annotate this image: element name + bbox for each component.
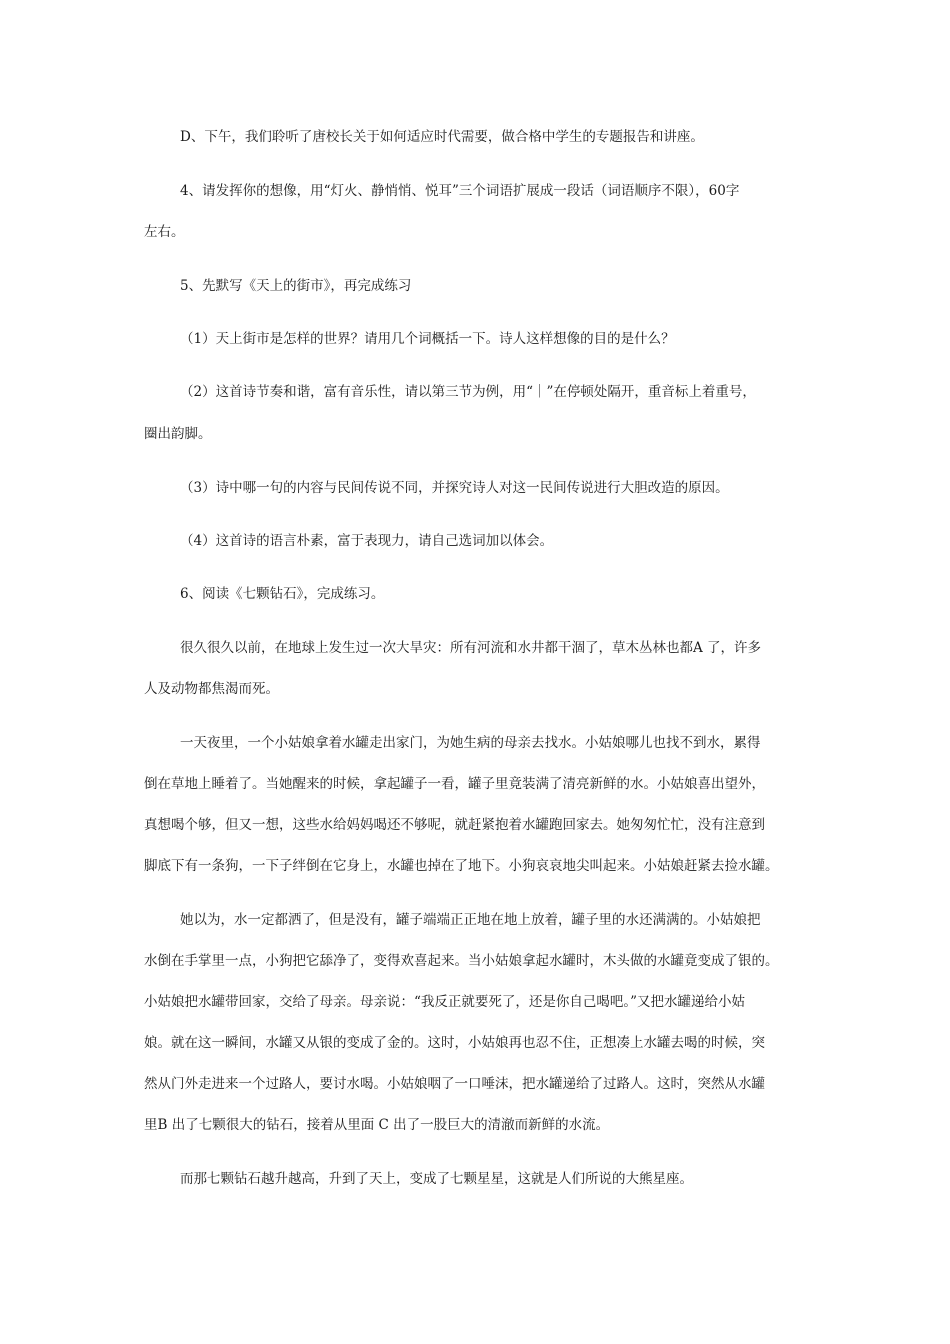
passage-paragraph-2-line-3: 真想喝个够，但又一想，这些水给妈妈喝还不够呢，就赶紧抱着水罐跑回家去。她匆匆忙忙，没有注意到 <box>144 817 765 833</box>
passage-paragraph-4-line-1: 而那七颗钻石越升越高，升到了天上，变成了七颗星星，这就是人们所说的大熊星座。 <box>180 1171 693 1187</box>
question-5-item-3: （3）诗中哪一句的内容与民间传说不同，并探究诗人对这一民间传说进行大胆改造的原因。 <box>180 480 729 496</box>
question-4-text-continued: 左右。 <box>144 224 185 240</box>
passage-paragraph-3-line-4: 娘。就在这一瞬间，水罐又从银的变成了金的。这时，小姑娘再也忍不住，正想凑上水罐去喝的时候，突 <box>144 1035 765 1051</box>
passage-paragraph-1-line-2: 人及动物都焦渴而死。 <box>144 681 279 697</box>
question-5-item-2: （2）这首诗节奏和谐，富有音乐性，请以第三节为例，用“｜”在停顿处隔开，重音标上着重号， <box>180 384 756 400</box>
question-5-item-2-continued: 圈出韵脚。 <box>144 426 212 442</box>
question-5-text: 5、先默写《天上的街市》，再完成练习 <box>180 278 412 294</box>
option-d-text: D、下午，我们聆听了唐校长关于如何适应时代需要，做合格中学生的专题报告和讲座。 <box>180 129 704 145</box>
passage-paragraph-3-line-5: 然从门外走进来一个过路人，要讨水喝。小姑娘咽了一口唾沫，把水罐递给了过路人。这时，突然从水罐 <box>144 1076 765 1092</box>
passage-paragraph-2-line-1: 一天夜里，一个小姑娘拿着水罐走出家门，为她生病的母亲去找水。小姑娘哪儿也找不到水，累得 <box>180 735 761 751</box>
passage-paragraph-3-line-3: 小姑娘把水罐带回家，交给了母亲。母亲说：“我反正就要死了，还是你自己喝吧。”又把水罐递给小姑 <box>144 994 746 1010</box>
question-5-item-4: （4）这首诗的语言朴素，富于表现力，请自己选词加以体会。 <box>180 533 554 549</box>
passage-paragraph-1-line-1: 很久很久以前，在地球上发生过一次大旱灾：所有河流和水井都干涸了，草木丛林也都A 了，许多 <box>180 640 762 656</box>
question-6-text: 6、阅读《七颗钻石》，完成练习。 <box>180 586 385 602</box>
passage-paragraph-3-line-6: 里B 出了七颗很大的钻石，接着从里面 C 出了一股巨大的清澈而新鲜的水流。 <box>144 1117 610 1133</box>
passage-paragraph-2-line-2: 倒在草地上睡着了。当她醒来的时候，拿起罐子一看，罐子里竟装满了清亮新鲜的水。小姑娘喜出望外， <box>144 776 765 792</box>
passage-paragraph-2-line-4: 脚底下有一条狗，一下子绊倒在它身上，水罐也掉在了地下。小狗哀哀地尖叫起来。小姑娘赶紧去捡水罐。 <box>144 858 779 874</box>
question-4-text: 4、请发挥你的想像，用“灯火、静悄悄、悦耳”三个词语扩展成一段话（词语顺序不限），60字 <box>180 183 740 199</box>
passage-paragraph-3-line-2: 水倒在手掌里一点，小狗把它舔净了，变得欢喜起来。当小姑娘拿起水罐时，木头做的水罐竟变成了银的。 <box>144 953 779 969</box>
question-5-item-1: （1）天上街市是怎样的世界？请用几个词概括一下。诗人这样想像的目的是什么？ <box>180 331 675 347</box>
passage-paragraph-3-line-1: 她以为，水一定都洒了，但是没有，罐子端端正正地在地上放着，罐子里的水还满满的。小姑娘把 <box>180 912 761 928</box>
